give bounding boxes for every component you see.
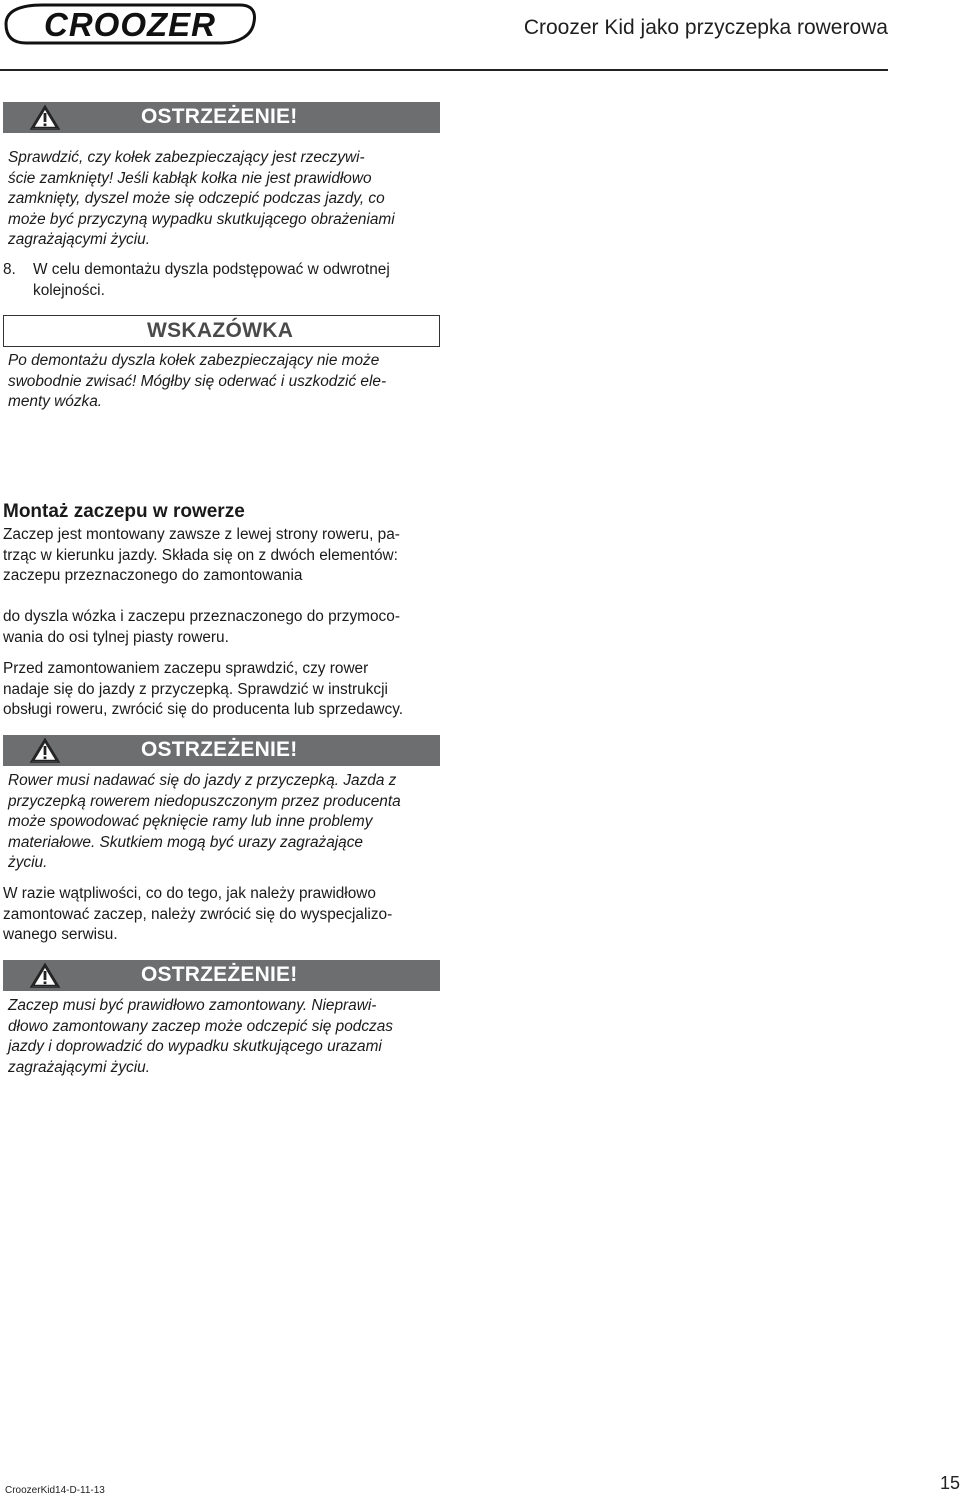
- text-line: menty wózka.: [8, 393, 103, 411]
- text-line: obsługi roweru, zwrócić się do producenta lub sprzedawcy.: [3, 701, 404, 719]
- warning-label: OSTRZEŻENIE!: [141, 963, 298, 986]
- step-number: 8.: [3, 261, 16, 278]
- text-line: dłowo zamontowany zaczep może odczepić się podczas: [8, 1017, 393, 1035]
- page-number: 15: [939, 1473, 960, 1493]
- text-line: trząc w kierunku jazdy. Składa się on z dwóch elementów:: [3, 546, 398, 564]
- step-text: [33, 260, 440, 301]
- text-line: do dyszla wózka i zaczepu przeznaczonego do przymoco-: [3, 608, 400, 625]
- footer-doc-code: CroozerKid14-D-11-13: [5, 1485, 105, 1496]
- warning-label: OSTRZEŻENIE!: [141, 105, 298, 128]
- section-paragraph-1: [3, 525, 440, 587]
- text-line: życiu.: [8, 854, 48, 872]
- warning-banner-1: [3, 102, 440, 133]
- text-line: zagrażającymi życiu.: [8, 231, 150, 249]
- text-line: może być przyczyną wypadku skutkującego obrażeniami: [8, 210, 395, 228]
- hint-label: WSKAZÓWKA: [147, 319, 294, 342]
- warning-banner-3: [3, 960, 440, 991]
- text-line: zamontować zaczep, należy zwrócić się do wyspecjalizo-: [3, 905, 393, 923]
- warning-text-3: [8, 996, 438, 1078]
- paragraph-4: [3, 884, 440, 946]
- warning-triangle-icon: [29, 104, 61, 131]
- text-line: swobodnie zwisać! Mógłby się oderwać i uszkodzić ele-: [8, 372, 387, 390]
- text-line: W razie wątpliwości, co do tego, jak należy prawidłowo: [3, 885, 376, 902]
- section-paragraph-2: [3, 607, 440, 648]
- text-line: Rower musi nadawać się do jazdy z przyczepką. Jazda z: [8, 772, 397, 789]
- text-line: nadaje się do jazdy z przyczepką. Sprawdzić w instrukcji: [3, 680, 388, 698]
- text-line: Sprawdzić, czy kołek zabezpieczający jest rzeczywi-: [8, 149, 365, 166]
- section-paragraph-3: [3, 659, 440, 721]
- warning-triangle-icon: [29, 737, 61, 764]
- warning-triangle-icon: [29, 962, 61, 989]
- text-line: przyczepką rowerem niedopuszczonym przez producenta: [8, 792, 401, 810]
- text-line: może spowodować pęknięcie ramy lub inne problemy: [8, 813, 373, 831]
- text-line: zamknięty, dyszel może się odczepić podczas jazdy, co: [8, 190, 385, 208]
- header-rule: [0, 69, 888, 71]
- hint-text: [8, 351, 438, 413]
- text-line: ście zamknięty! Jeśli kabłąk kołka nie jest prawidłowo: [8, 169, 372, 187]
- text-line: zaczepu przeznaczonego do zamontowania: [3, 567, 303, 585]
- warning-banner-2: [3, 735, 440, 766]
- text-line: Po demontażu dyszla kołek zabezpieczający nie może: [8, 352, 380, 369]
- hint-banner: [3, 315, 440, 347]
- text-line: materiałowe. Skutkiem mogą być urazy zagrażające: [8, 833, 363, 851]
- logo-text: CROOZER: [44, 6, 216, 43]
- section-heading: Montaż zaczepu w rowerze: [3, 501, 245, 522]
- text-line: jazdy i doprowadzić do wypadku skutkującego urazami: [8, 1038, 382, 1056]
- page-title: Croozer Kid jako przyczepka rowerowa: [523, 16, 888, 39]
- text-line: wania do osi tylnej piasty roweru.: [3, 628, 229, 646]
- text-line: zagrażającymi życiu.: [8, 1058, 150, 1076]
- croozer-logo: [2, 2, 258, 46]
- text-line: Zaczep jest montowany zawsze z lewej strony roweru, pa-: [3, 526, 400, 543]
- warning-label: OSTRZEŻENIE!: [141, 738, 298, 761]
- warning-text-1: [8, 148, 438, 251]
- text-line: kolejności.: [33, 281, 105, 299]
- text-line: Zaczep musi być prawidłowo zamontowany. Nieprawi-: [8, 997, 377, 1014]
- text-line: Przed zamontowaniem zaczepu sprawdzić, czy rower: [3, 660, 369, 677]
- text-line: W celu demontażu dyszla podstępować w odwrotnej: [33, 261, 390, 278]
- warning-text-2: [8, 771, 438, 874]
- text-line: wanego serwisu.: [3, 926, 118, 944]
